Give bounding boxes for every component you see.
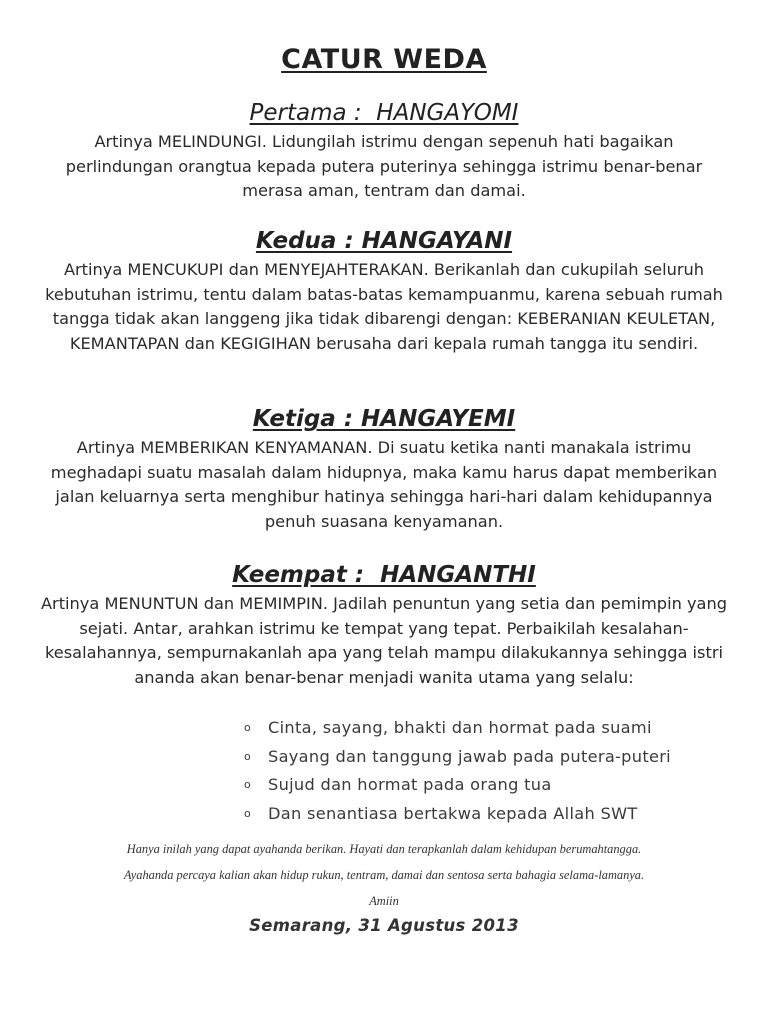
- list-item-text: Sayang dan tanggung jawab pada putera-puteri: [268, 746, 671, 766]
- list-item: [244, 714, 671, 743]
- list-item-text: Sujud dan hormat pada orang tua: [268, 775, 552, 794]
- list-item: [244, 800, 671, 829]
- section-pertama: [40, 98, 728, 204]
- bullet-circle-icon: o: [244, 749, 252, 763]
- bullet-circle-icon: o: [244, 806, 252, 820]
- list-item: [244, 771, 671, 800]
- section-ketiga: [40, 404, 728, 534]
- section-body: Artinya MEMBERIKAN KENYAMANAN. Di suatu ketika nanti manakala istrimu meghadapi suatu masalah dalam hidupnya, maka kamu harus dapat memberikan jalan keluarnya serta menghibur hatinya sehingga hari-hari dalam kehidupannya penuh suasana kenyamanan.: [50, 438, 718, 531]
- section-heading: Kedua : HANGAYANI: [255, 228, 513, 254]
- bullet-list: [244, 714, 671, 828]
- section-body: Artinya MENUNTUN dan MEMIMPIN. Jadilah penuntun yang setia dan pemimpin yang sejati. Antar, arahkan istrimu ke tempat yang tepat. Perbaikilah kesalahan-kesalahannya, sempurnakanlah apa yang telah mampu dilakukannya sehingga istri ananda akan benar-benar menjadi wanita utama yang selalu:: [40, 594, 728, 687]
- closing-line: Hanya inilah yang dapat ayahanda berikan. Hayati dan terapkanlah dalam kehidupan berumahtangga.: [126, 842, 642, 856]
- bullet-circle-icon: o: [244, 778, 252, 791]
- bullet-circle-icon: o: [244, 721, 252, 734]
- closing-message: [40, 836, 728, 914]
- section-kedua: [40, 226, 728, 356]
- section-body: Artinya MELINDUNGI. Lidungilah istrimu dengan sepenuh hati bagaikan perlindungan orangtua kepada putera puterinya sehingga istrimu benar-benar merasa aman, tentram dan damai.: [65, 132, 703, 200]
- list-item: [244, 743, 671, 772]
- closing-line: Ayahanda percaya kalian akan hidup rukun, tentram, damai dan sentosa serta bahagia selama-lamanya.: [123, 868, 645, 882]
- section-keempat: [40, 560, 728, 690]
- place-date-signature: Semarang, 31 Agustus 2013: [249, 916, 519, 935]
- section-body: Artinya MENCUKUPI dan MENYEJAHTERAKAN. Berikanlah dan cukupilah seluruh kebutuhan istrimu, tentu dalam batas-batas kemampuanmu, karena sebuah rumah tangga tidak akan langgeng jika tidak dibarengi dengan: KEBERANIAN KEULETAN, KEMANTAPAN dan KEGIGIHAN berusaha dari kepala rumah tangga itu sendiri.: [45, 260, 723, 353]
- document-title: CATUR WEDA: [281, 44, 487, 75]
- section-heading: Keempat : HANGANTHI: [232, 562, 536, 588]
- closing-amen: Amiin: [369, 894, 399, 908]
- section-heading: Pertama : HANGAYOMI: [249, 100, 519, 126]
- section-heading: Ketiga : HANGAYEMI: [252, 406, 516, 432]
- list-item-text: Dan senantiasa bertakwa kepada Allah SWT: [268, 803, 638, 823]
- list-item-text: Cinta, sayang, bhakti dan hormat pada suami: [268, 718, 652, 737]
